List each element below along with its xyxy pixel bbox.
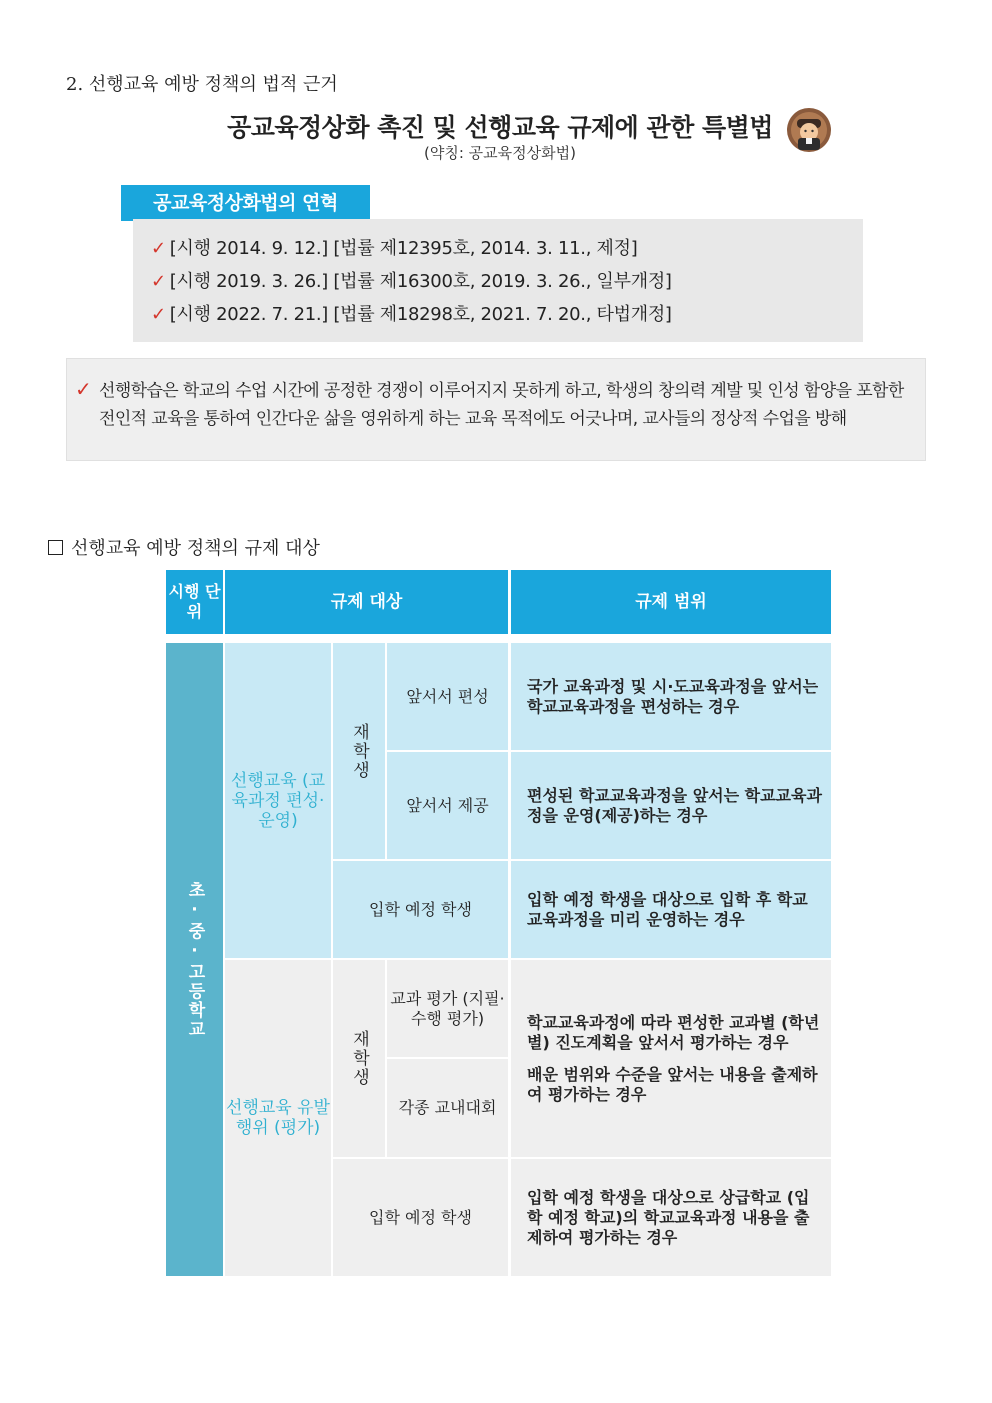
section-heading: 2. 선행교육 예방 정책의 법적 근거 xyxy=(66,74,338,95)
check-icon: ✓ xyxy=(151,304,166,325)
target-incoming-students: 입학 예정 학생 xyxy=(333,861,508,958)
header-target: 규제 대상 xyxy=(225,570,508,634)
target-school-contests: 각종 교내대회 xyxy=(387,1059,508,1157)
checkbox-square-icon xyxy=(48,540,63,555)
header-scope: 규제 범위 xyxy=(511,570,831,634)
scope-evaluation-b: 배운 범위와 수준을 앞서는 내용을 출제하여 평가하는 경우 xyxy=(527,1064,818,1104)
check-icon: ✓ xyxy=(151,238,166,259)
header-unit: 시행 단위 xyxy=(166,570,223,634)
group-curriculum: 선행교육 (교육과정 편성·운영) xyxy=(225,643,331,958)
history-item: ✓ [시행 2014. 9. 12.] [법률 제12395호, 2014. 3. 11., 제정] xyxy=(151,238,638,259)
target-preprovide: 앞서서 제공 xyxy=(387,752,508,859)
scope-preorganize: 국가 교육과정 및 시·도교육과정을 앞서는 학교교육과정을 편성하는 경우 xyxy=(511,643,831,750)
scope-incoming-students: 입학 예정 학생을 대상으로 입학 후 학교교육과정을 미리 운영하는 경우 xyxy=(511,861,831,958)
target-incoming-students-2: 입학 예정 학생 xyxy=(333,1159,508,1276)
scope-incoming-students-2: 입학 예정 학생을 대상으로 상급학교 (입학 예정 학교)의 학교교육과정 내용을 출제하여 평가하는 경우 xyxy=(511,1159,831,1276)
section2-heading: 선행교육 예방 정책의 규제 대상 xyxy=(48,534,320,560)
scope-evaluation-a: 학교교육과정에 따라 편성한 교과별 (학년별) 진도계획을 앞서서 평가하는 경우 xyxy=(527,1012,820,1052)
regulation-table xyxy=(166,570,831,1276)
law-abbreviation: (약칭: 공교육정상화법) xyxy=(424,144,576,162)
scope-evaluation xyxy=(511,960,831,1157)
unit-school-levels: 초·중·고등학교 xyxy=(166,643,223,1276)
check-icon: ✓ xyxy=(151,271,166,292)
scope-preprovide: 편성된 학교교육과정을 앞서는 학교교육과정을 운영(제공)하는 경우 xyxy=(511,752,831,859)
reason-text: 선행학습은 학교의 수업 시간에 공정한 경쟁이 이루어지지 못하게 하고, 학생의 창의력 계발 및 인성 함양을 포함한 전인적 교육을 통하여 인간다운 삶을 영위하게 하는 교육 목적에도 어긋나며, 교사들의 정상적 수업을 방해 xyxy=(99,381,904,429)
target-subject-evaluation: 교과 평가 (지필·수행 평가) xyxy=(387,960,508,1057)
judge-icon xyxy=(786,107,832,153)
history-item: ✓ [시행 2022. 7. 21.] [법률 제18298호, 2021. 7. 20., 타법개정] xyxy=(151,304,672,325)
history-tab: 공교육정상화법의 연혁 xyxy=(121,185,370,221)
target-preorganize: 앞서서 편성 xyxy=(387,643,508,750)
law-title: 공교육정상화 촉진 및 선행교육 규제에 관한 특별법 xyxy=(227,113,773,142)
history-box xyxy=(133,219,863,342)
enrolled-label-2: 재학생 xyxy=(333,960,385,1157)
history-item: ✓ [시행 2019. 3. 26.] [법률 제16300호, 2019. 3. 26., 일부개정] xyxy=(151,271,672,292)
check-icon: ✓ xyxy=(75,377,92,401)
enrolled-label: 재학생 xyxy=(333,643,385,859)
group-evaluation: 선행교육 유발행위 (평가) xyxy=(225,960,331,1276)
reason-box xyxy=(66,358,926,461)
